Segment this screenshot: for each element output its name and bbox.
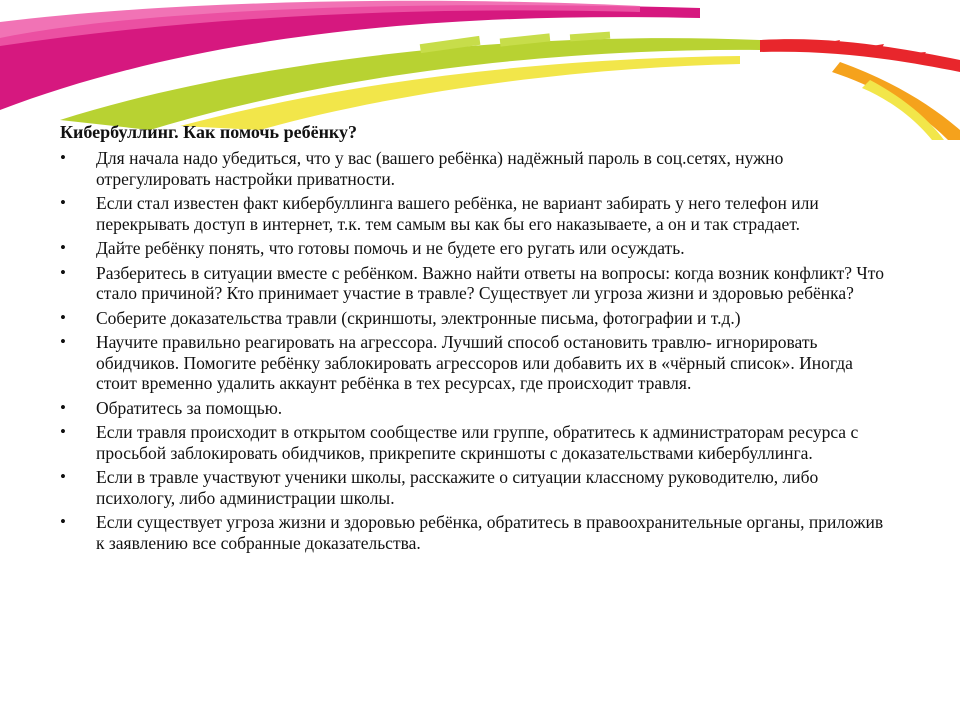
list-item-text: Обратитесь за помощью. xyxy=(96,397,283,418)
list-item-text: Научите правильно реагировать на агрессора. Лучший способ остановить травлю- игнорировать обидчиков. Помогите ребёнку заблокировать агрессоров или добавить их в «чёрный список». Иногда стоит временно удалить аккаунт ребёнка в тех ресурсах, где происходит травля. xyxy=(96,332,853,393)
list-item xyxy=(60,467,890,508)
list-item-text: Разберитесь в ситуации вместе с ребёнком. Важно найти ответы на вопросы: когда возник конфликт? Что стало причиной? Кто принимает участие в травле? Существует ли угроза жизни и здоровью ребёнка? xyxy=(96,262,884,303)
bullet-dot: • xyxy=(60,422,66,441)
list-item-text: Если стал известен факт кибербуллинга вашего ребёнка, не вариант забирать у него телефон или перекрывать доступ в интернет, т.к. тем самым вы как бы его наказываете, а он и так страдает. xyxy=(96,193,819,234)
bullet-dot: • xyxy=(60,332,66,351)
list-item xyxy=(60,398,890,419)
bullet-dot: • xyxy=(60,467,66,486)
list-item-text: Соберите доказательства травли (скриншоты, электронные письма, фотографии и т.д.) xyxy=(96,307,741,328)
list-item xyxy=(60,193,890,234)
list-item-text: Для начала надо убедиться, что у вас (вашего ребёнка) надёжный пароль в соц.сетях, нужно отрегулировать настройки приватности. xyxy=(96,148,784,189)
red-arrow-swoosh xyxy=(760,39,960,72)
list-item-text: Если травля происходит в открытом сообществе или группе, обратитесь к администраторам ресурса с просьбой заблокировать обидчиков, прикрепите скриншоты с доказательствами кибербуллинга. xyxy=(96,422,859,463)
list-item xyxy=(60,332,890,394)
slide-content xyxy=(60,122,890,557)
list-item xyxy=(60,422,890,463)
list-item-text: Если в травле участвуют ученики школы, расскажите о ситуации классному руководителю, либо психологу, либо администрации школы. xyxy=(96,467,819,508)
list-item xyxy=(60,148,890,189)
list-item xyxy=(60,263,890,304)
bullet-dot: • xyxy=(60,148,66,167)
list-item xyxy=(60,308,890,329)
decorative-swoosh-banner xyxy=(0,0,960,140)
bullet-dot: • xyxy=(60,262,66,282)
bullet-list xyxy=(60,148,890,553)
bullet-dot: • xyxy=(60,307,66,327)
slide-title: Кибербуллинг. Как помочь ребёнку? xyxy=(60,122,358,142)
list-item xyxy=(60,512,890,553)
bullet-dot: • xyxy=(60,238,66,257)
list-item-text: Если существует угроза жизни и здоровью ребёнка, обратитесь в правоохранительные органы, приложив к заявлению все собранные доказательства. xyxy=(96,512,884,553)
list-item xyxy=(60,238,890,259)
bullet-dot: • xyxy=(60,397,66,417)
list-item-text: Дайте ребёнку понять, что готовы помочь и не будете его ругать или осуждать. xyxy=(96,238,685,258)
bullet-dot: • xyxy=(60,512,66,531)
bullet-dot: • xyxy=(60,193,66,212)
